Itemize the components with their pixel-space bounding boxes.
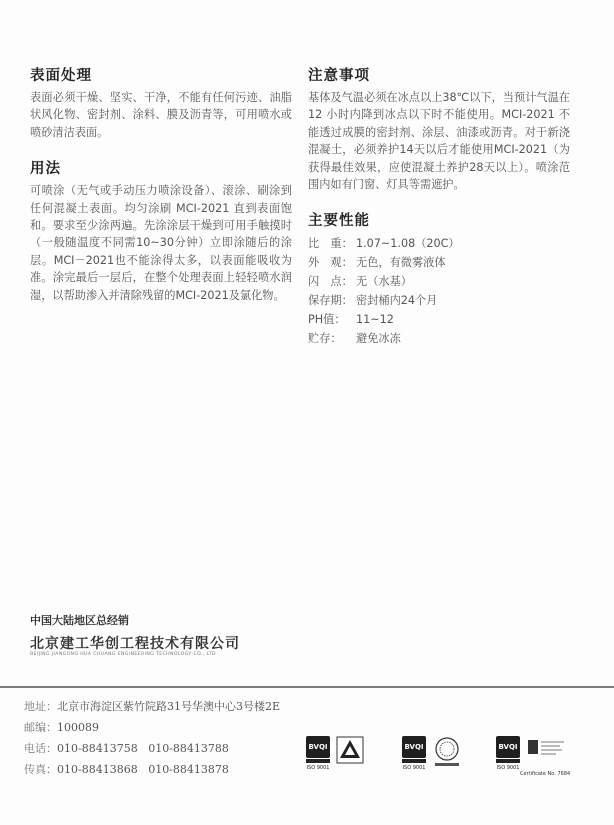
bvqi-cert-3	[496, 736, 520, 771]
property-row	[308, 310, 570, 329]
property-key: 贮存：	[308, 332, 342, 346]
property-key: 闪 点：	[308, 275, 353, 289]
notes-section	[308, 64, 570, 193]
surface-section	[30, 64, 292, 141]
bvqi-cert-1	[306, 736, 330, 771]
phone-label: 电话：	[24, 742, 57, 755]
cert-bar	[306, 759, 330, 763]
property-row	[308, 253, 570, 272]
properties-title: 主要性能	[308, 213, 370, 230]
iso-label: ISO 9001	[306, 765, 330, 771]
certification-logos	[302, 736, 602, 806]
phone-row	[24, 738, 280, 759]
address-value: 北京市海淀区紫竹院路31号华澳中心3号楼2E	[57, 700, 281, 713]
properties-list	[308, 234, 570, 348]
contact-block	[24, 696, 280, 780]
right-column	[308, 64, 570, 364]
cert-bar	[402, 759, 426, 763]
property-row	[308, 272, 570, 291]
phone-value: 010-88413758 010-88413788	[57, 742, 229, 755]
usage-text: 可喷涂（无气或手动压力喷涂设备）、滚涂、刷涂到任何混凝土表面。均匀涂刷 MCI-2021 直到表面饱和。要求至少涂两遍。先涂涂层干燥到可用手触摸时（一般随温度不同需10~30分钟）立即涂随后的涂层。MCI－2021也不能涂得太多，以表面能吸收为准。涂完最后一层后，在整个处理表面上轻轻喷水润湿，以帮助渗入并清除残留的MCI-2021及氯化物。	[30, 184, 292, 302]
postcode-row	[24, 717, 280, 738]
property-row	[308, 329, 570, 348]
company-name-en: BEIJING JIANGONG HUA CHUANG ENGINEERING TECHNOLOGY CO., LTD	[30, 652, 216, 657]
property-value: 1.07~1.08（20C）	[356, 237, 460, 251]
usage-section	[30, 157, 292, 304]
iso-label: ISO 9001	[496, 765, 520, 771]
surface-title: 表面处理	[30, 68, 92, 84]
accreditation-seal-icon	[432, 736, 462, 768]
property-row	[308, 291, 570, 310]
company-name: 北京建工华创工程技术有限公司	[30, 636, 240, 652]
fax-label: 传真：	[24, 763, 57, 776]
usage-title: 用法	[30, 161, 61, 178]
postcode-value: 100089	[57, 721, 99, 734]
property-value: 密封桶内24个月	[356, 294, 438, 308]
distributor-label: 中国大陆地区总经销	[30, 614, 129, 627]
property-value: 避免冰冻	[356, 332, 401, 346]
notes-text: 基体及气温必须在冰点以上38℃以下，当预计气温在 12 小时内降到冰点以下时不能使用。MCI-2021 不能透过成膜的密封剂、涂层、油漆或沥青。对于新浇混凝土，必须养护14天以后才能使用MCI-2021（为获得最佳效果，应使混凝土养护28天以上）。喷涂范围内如有门窗、灯具等需遮护。	[308, 91, 570, 192]
address-label: 地址：	[24, 700, 57, 713]
property-key: 外 观：	[308, 256, 353, 270]
left-column	[30, 64, 292, 320]
bvqi-logo-icon: BVQI	[402, 736, 426, 758]
footer-divider	[0, 686, 614, 688]
ukas-triangle-icon	[336, 736, 364, 766]
property-key: 比 重：	[308, 237, 353, 251]
cert-bar	[496, 759, 520, 763]
address-row	[24, 696, 280, 717]
bvqi-logo-icon: BVQI	[496, 736, 520, 758]
property-key: PH值：	[308, 313, 346, 327]
notes-title: 注意事项	[308, 68, 370, 84]
fax-row	[24, 759, 280, 780]
postcode-label: 邮编：	[24, 721, 57, 734]
property-key: 保存期：	[308, 294, 353, 308]
certificate-number: Certificate No. 7684	[520, 771, 571, 777]
iso-label: ISO 9001	[402, 765, 426, 771]
accreditation-mark-icon	[526, 736, 566, 766]
bvqi-cert-2	[402, 736, 426, 771]
property-value: 无（水基）	[356, 275, 412, 289]
property-value: 无色，有微雾液体	[356, 256, 446, 270]
surface-text: 表面必须干燥、坚实、干净，不能有任何污迹、油脂状风化物、密封剂、涂料、膜及沥青等，可用喷水或喷砂清洁表面。	[30, 91, 292, 139]
fax-value: 010-88413868 010-88413878	[57, 763, 229, 776]
properties-section	[308, 209, 570, 348]
bvqi-logo-icon: BVQI	[306, 736, 330, 758]
property-row	[308, 234, 570, 253]
property-value: 11~12	[356, 313, 394, 327]
